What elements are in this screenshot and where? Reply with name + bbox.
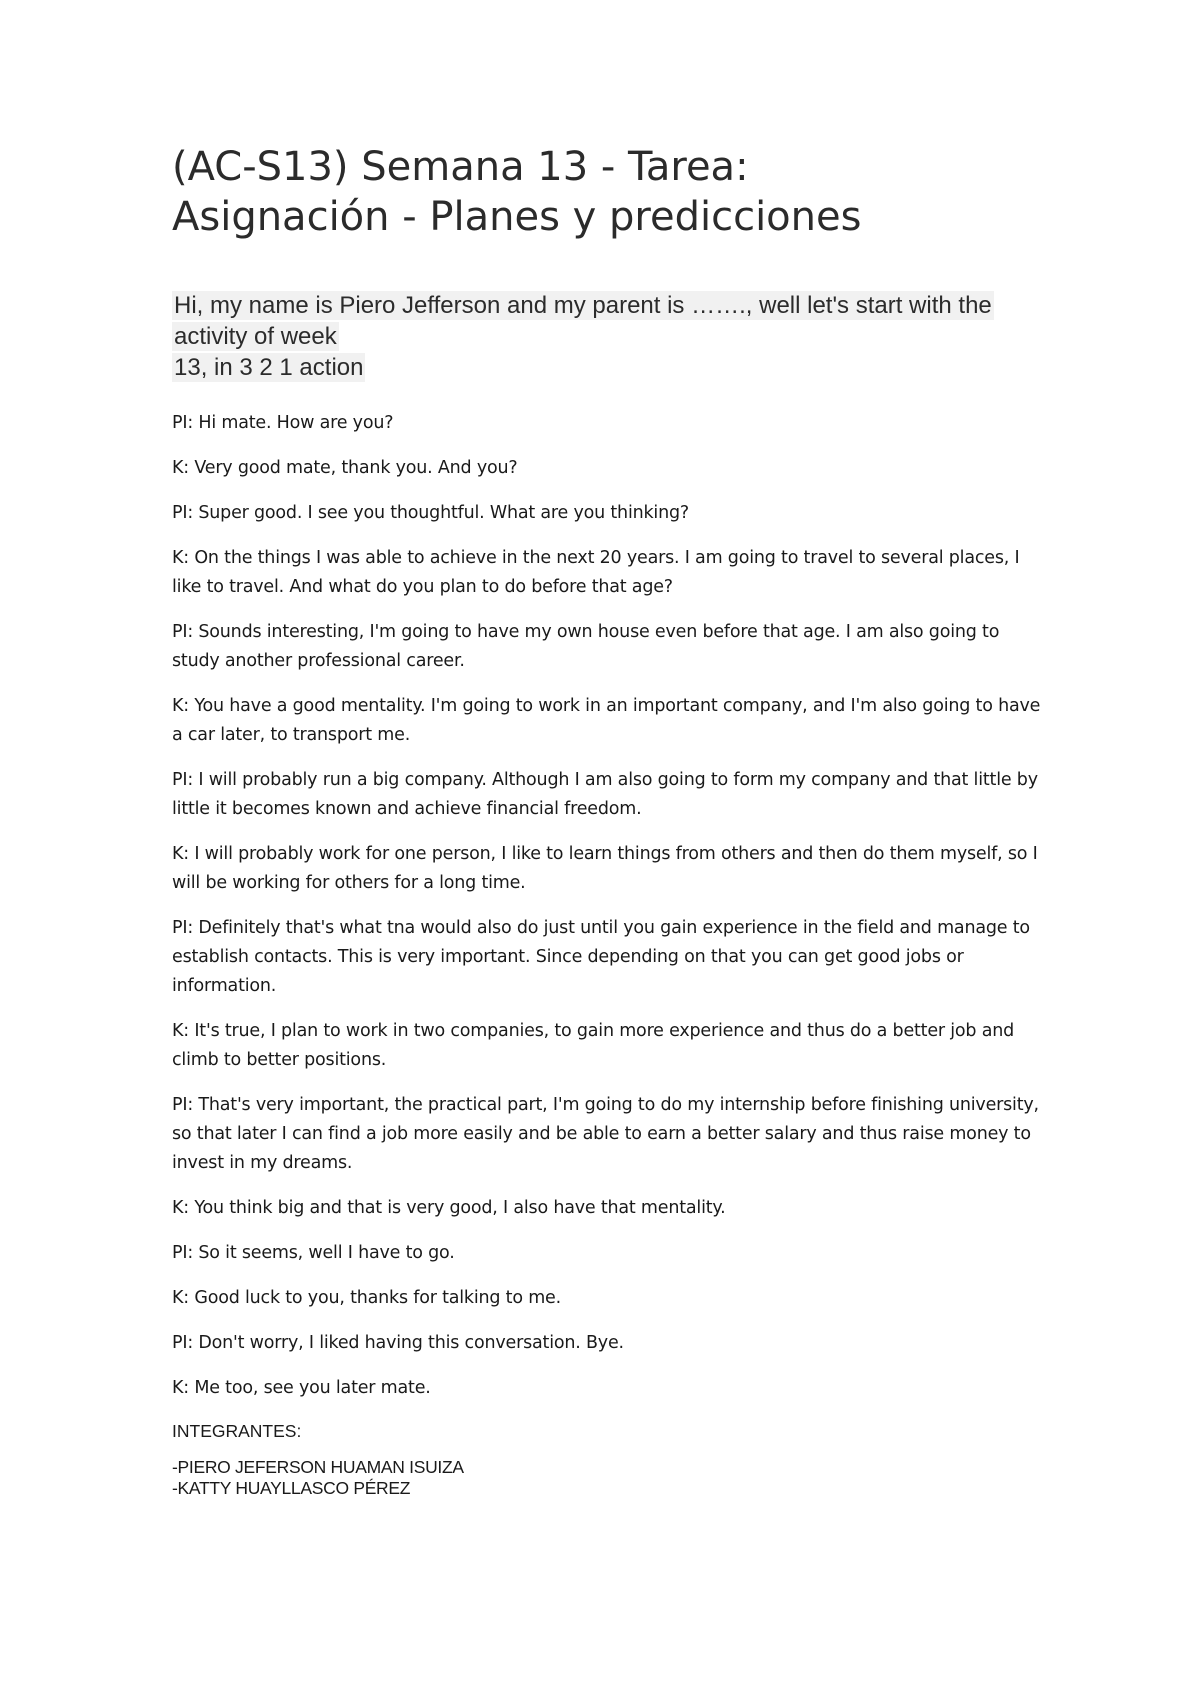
document-content xyxy=(172,142,1042,1499)
dialogue-line: PI: Don't worry, I liked having this conversation. Bye. xyxy=(172,1333,624,1353)
members-label: INTEGRANTES: xyxy=(172,1421,302,1441)
dialogue-line: PI: Definitely that's what tna would also do just until you gain experience in the field and manage to establish contacts. This is very important. Since depending on that you can get good jobs or information. xyxy=(172,918,1030,996)
intro-line-3: 13, in 3 2 1 action xyxy=(174,354,364,381)
member-name: -KATTY HUAYLLASCO PÉREZ xyxy=(172,1478,411,1498)
dialogue-line: PI: Sounds interesting, I'm going to have my own house even before that age. I am also going to study another professional career. xyxy=(172,622,1000,671)
document-title xyxy=(172,142,1042,242)
dialogue xyxy=(172,409,1042,1403)
dialogue-line: K: Very good mate, thank you. And you? xyxy=(172,458,518,478)
title-line-2: Asignación - Planes y predicciones xyxy=(172,194,862,240)
dialogue-line: K: You think big and that is very good, I also have that mentality. xyxy=(172,1198,726,1218)
dialogue-line: K: On the things I was able to achieve in the next 20 years. I am going to travel to several places, I like to travel. And what do you plan to do before that age? xyxy=(172,548,1020,597)
dialogue-line: K: Good luck to you, thanks for talking to me. xyxy=(172,1288,561,1308)
member-name: -PIERO JEFERSON HUAMAN ISUIZA xyxy=(172,1457,464,1477)
dialogue-line: K: You have a good mentality. I'm going to work in an important company, and I'm also going to have a car later, to transport me. xyxy=(172,696,1041,745)
intro-paragraph xyxy=(172,290,1042,383)
dialogue-line: PI: Super good. I see you thoughtful. What are you thinking? xyxy=(172,503,689,523)
dialogue-line: PI: I will probably run a big company. Although I am also going to form my company and that little by little it becomes known and achieve financial freedom. xyxy=(172,770,1038,819)
title-line-1: (AC-S13) Semana 13 - Tarea: xyxy=(172,144,749,190)
intro-line-1: Hi, my name is Piero Jefferson and my parent is ……., well let's start with the xyxy=(174,292,992,319)
dialogue-line: K: I will probably work for one person, I like to learn things from others and then do them myself, so I will be working for others for a long time. xyxy=(172,844,1038,893)
dialogue-line: PI: That's very important, the practical part, I'm going to do my internship before finishing university, so that later I can find a job more easily and be able to earn a better salary and thus raise money to invest in my dreams. xyxy=(172,1095,1039,1173)
intro-line-2: activity of week xyxy=(174,323,337,350)
dialogue-line: K: Me too, see you later mate. xyxy=(172,1378,431,1398)
dialogue-line: PI: So it seems, well I have to go. xyxy=(172,1243,455,1263)
dialogue-line: K: It's true, I plan to work in two companies, to gain more experience and thus do a better job and climb to better positions. xyxy=(172,1021,1015,1070)
dialogue-line: PI: Hi mate. How are you? xyxy=(172,413,394,433)
